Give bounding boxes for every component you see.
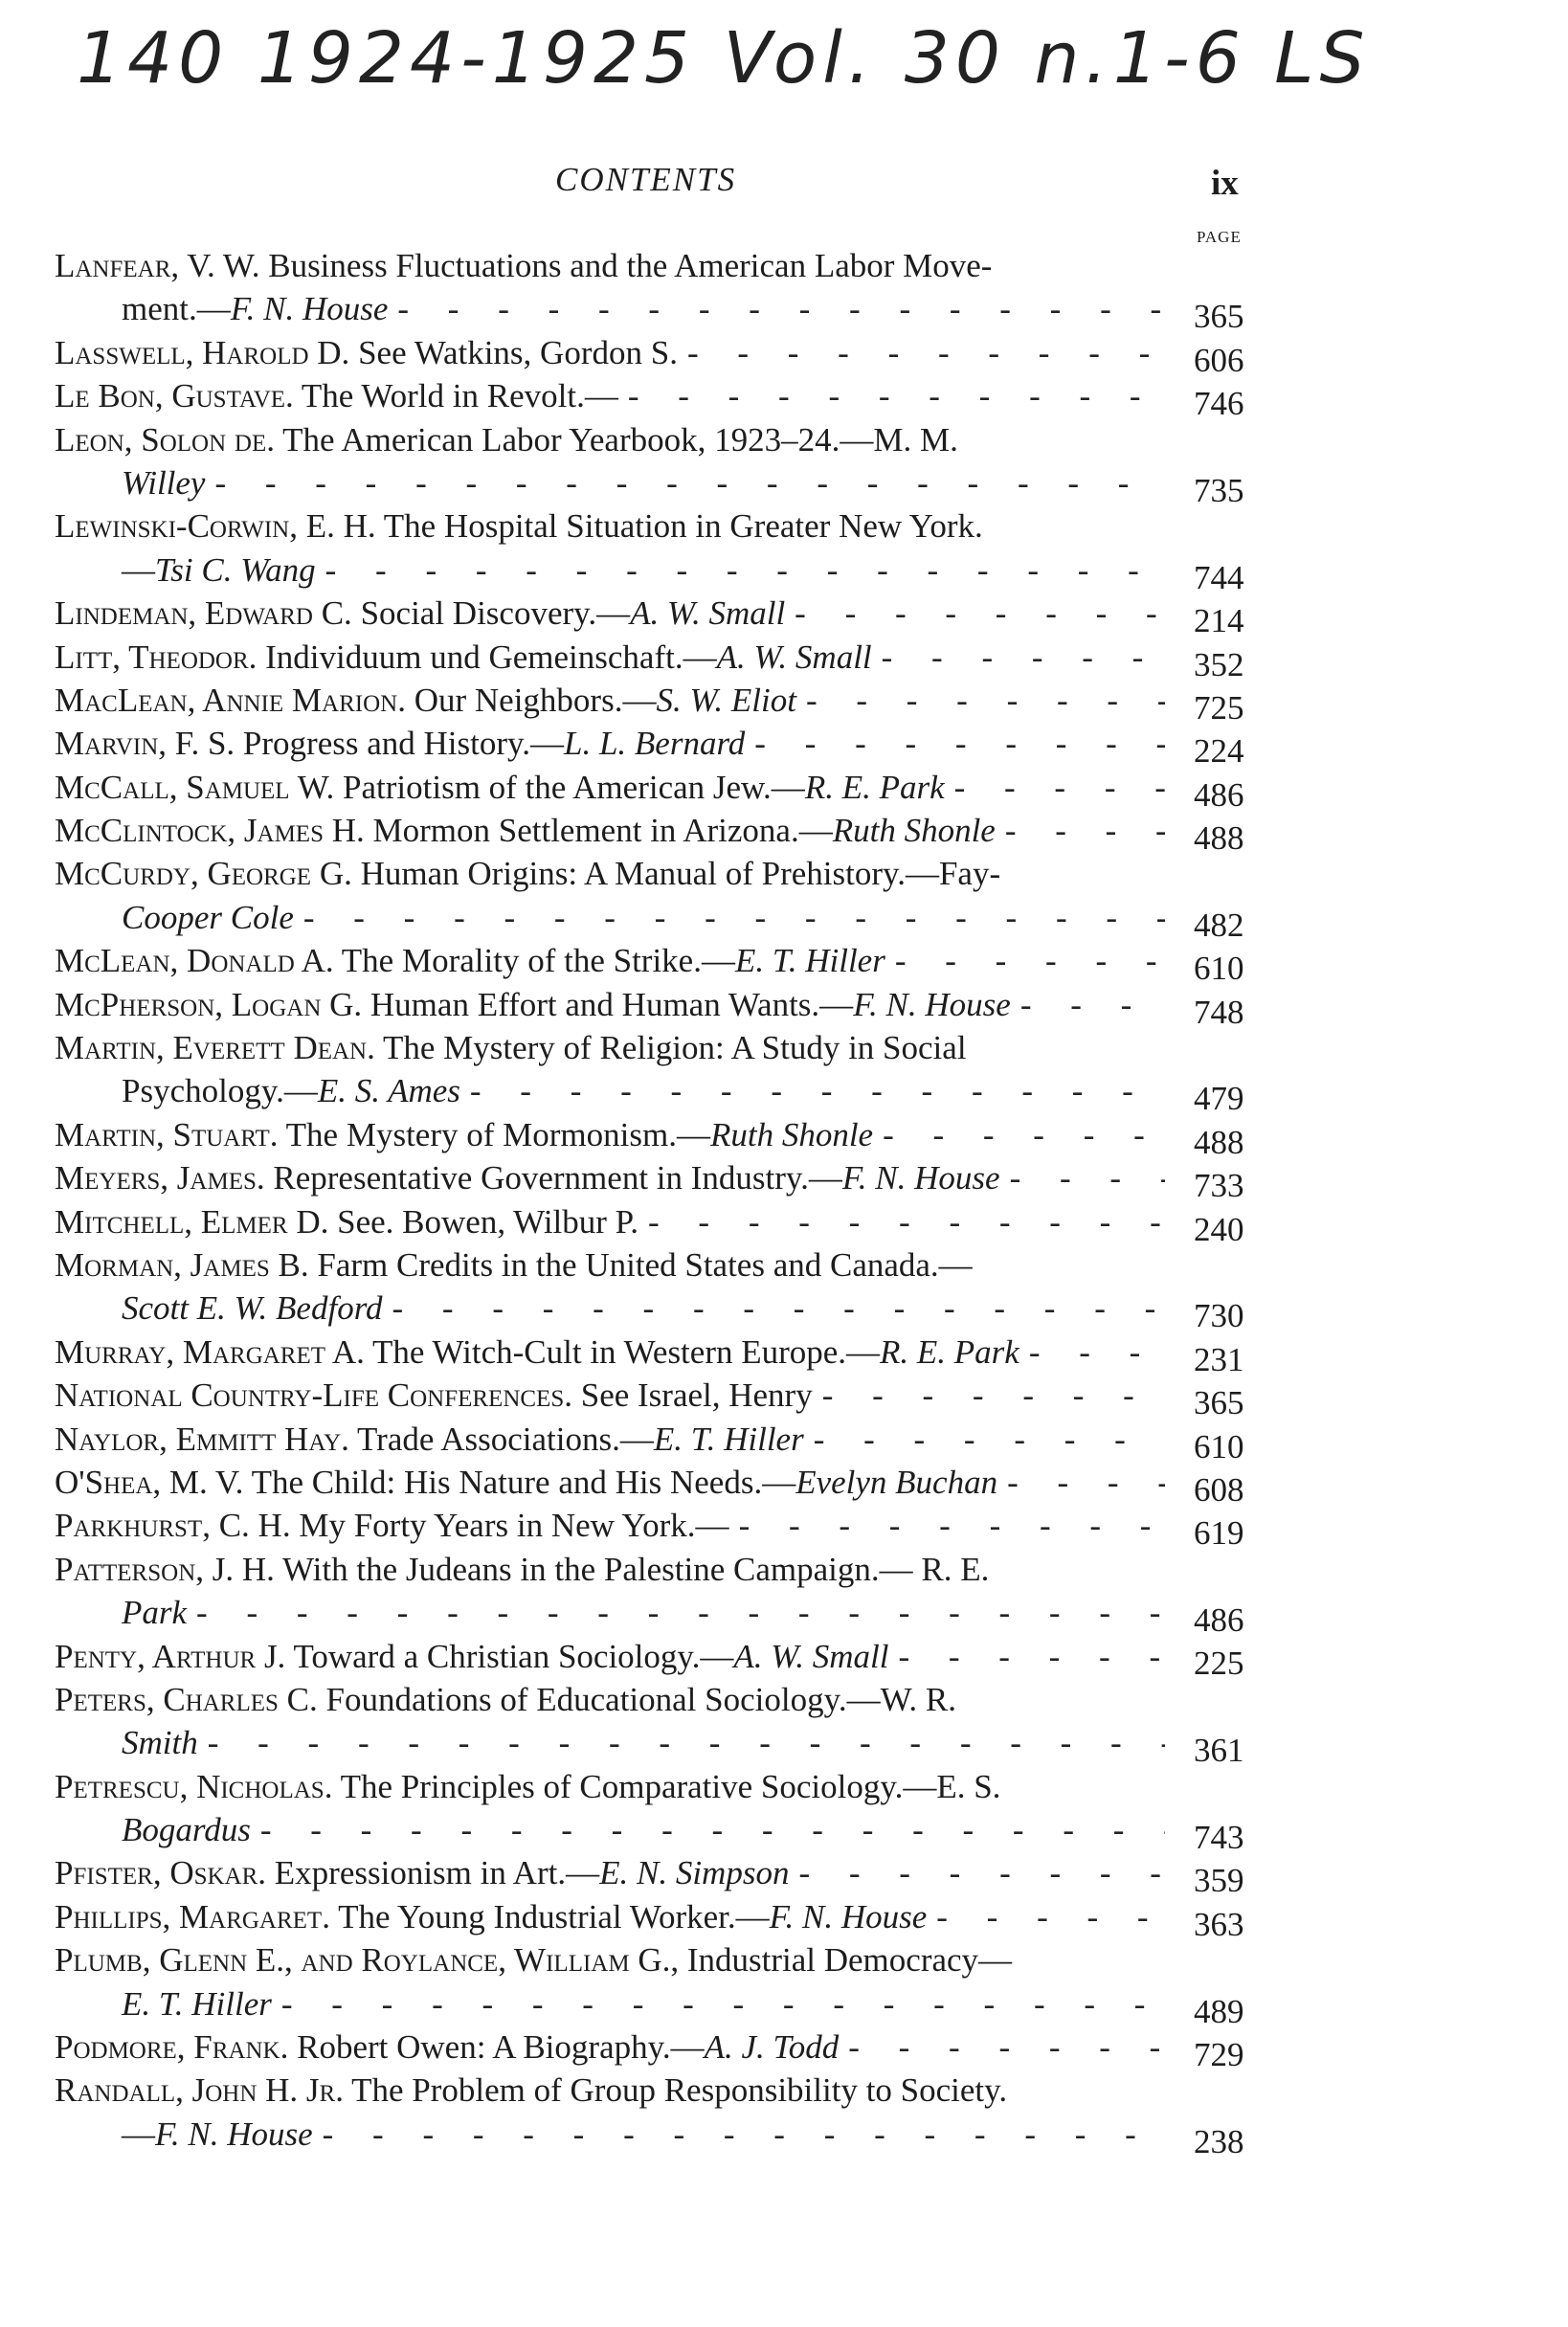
entry-line: [55, 1678, 1165, 1721]
entry-title: Farm Credits in the United States and Canada.—: [317, 1245, 973, 1284]
entry-page-number: 725: [1194, 688, 1244, 727]
entry-line: [55, 679, 1244, 727]
entry-title: See Israel, Henry: [580, 1376, 813, 1415]
entry-line: [55, 1721, 1244, 1770]
entry-author: Naylor, Emmitt Hay.: [55, 1420, 349, 1458]
entry-title: Human Origins: A Manual of Prehistory.—Fay-: [360, 855, 1001, 893]
entry-title: Our Neighbors.—: [414, 681, 657, 719]
entry-title: Patriotism of the American Jew.—: [343, 768, 805, 806]
entry-text: [55, 1504, 729, 1547]
page-column-label: PAGE: [1197, 228, 1242, 246]
entry-page-number: 610: [1194, 1427, 1244, 1466]
page-header: [0, 161, 1568, 209]
entry-page-number: 735: [1194, 471, 1244, 509]
entry-text: [55, 1331, 1019, 1374]
entry-page-number: 488: [1194, 1123, 1244, 1161]
entry-page-number: 363: [1194, 1905, 1244, 1943]
contents-entry: [55, 331, 1261, 379]
contents-entry: [55, 809, 1261, 858]
entry-reviewer: A. W. Small: [716, 638, 872, 676]
entry-line: [55, 504, 1165, 548]
entry-line: [55, 1982, 1244, 2030]
entry-line: [55, 722, 1244, 771]
entry-page-number: 482: [1194, 906, 1244, 944]
entry-line: [55, 2025, 1244, 2073]
entry-title: The Morality of the Strike.—: [341, 942, 735, 980]
entry-text: [55, 1895, 927, 1938]
entry-text: [55, 1374, 813, 1417]
entry-author: McCall, Samuel W.: [55, 768, 335, 806]
entry-page-number: 214: [1194, 602, 1244, 640]
entry-reviewer: F. N. House: [230, 290, 389, 328]
contents-entry: [55, 1026, 1261, 1118]
entry-reviewer: A. W. Small: [733, 1637, 889, 1675]
entry-page-number: 352: [1194, 645, 1244, 683]
contents-entry: [55, 1548, 1261, 1640]
entry-author: McClintock, James H.: [55, 812, 365, 850]
entry-line: [55, 1504, 1244, 1553]
entry-line: [55, 2113, 1244, 2160]
entry-line: [55, 1026, 1165, 1069]
entry-text: [122, 548, 316, 592]
entry-page-number: 743: [1194, 1819, 1244, 1857]
page-number-roman: ix: [1211, 164, 1239, 203]
entry-title: Robert Owen: A Biography.—: [297, 2028, 705, 2067]
dot-leaders: [1020, 983, 1165, 1026]
entry-line: [55, 287, 1244, 336]
entry-line: [55, 1113, 1244, 1161]
entry-page-number: 224: [1194, 732, 1244, 771]
entry-text: [122, 1982, 272, 2025]
entry-author: Petrescu, Nicholas.: [55, 1767, 333, 1805]
entry-title: Human Effort and Human Wants.—: [370, 985, 854, 1023]
entry-text: [122, 2113, 313, 2156]
entry-text: [55, 679, 796, 722]
dot-leaders: [214, 461, 1165, 504]
dot-leaders: [936, 1895, 1165, 1938]
entry-page-number: 486: [1194, 775, 1244, 814]
entry-text: [55, 374, 618, 417]
entry-text: [55, 939, 885, 982]
contents-entry: [55, 2025, 1261, 2073]
entry-title: The Mystery of Mormonism.—: [285, 1115, 710, 1153]
entry-text: [55, 2025, 839, 2069]
entry-page-number: 486: [1194, 1601, 1244, 1640]
entry-reviewer: Smith: [122, 1724, 198, 1762]
entry-text: [55, 1635, 888, 1678]
entry-text: [55, 1548, 989, 1591]
entry-title: The Child: His Nature and His Needs.—: [251, 1463, 796, 1501]
entry-line: [55, 592, 1244, 640]
contents-entry: [55, 1156, 1261, 1205]
entry-reviewer: E. T. Hiller: [734, 942, 885, 980]
entry-reviewer: S. W. Eliot: [656, 681, 796, 719]
entry-page-number: 730: [1194, 1297, 1244, 1335]
entry-author: Morman, James B.: [55, 1245, 309, 1284]
entry-reviewer: A. W. Small: [630, 594, 786, 633]
entry-title: Progress and History.—: [242, 725, 564, 763]
entry-page-number: 365: [1194, 298, 1244, 336]
entry-text: [55, 2069, 1007, 2112]
entry-line: [55, 1895, 1244, 1943]
contents-entry: [55, 939, 1261, 988]
entry-title: Psychology.—: [122, 1072, 318, 1110]
entry-title: My Forty Years in New York.—: [299, 1507, 729, 1545]
entry-author: McCurdy, George G.: [55, 855, 352, 893]
entry-page-number: 606: [1194, 341, 1244, 379]
entry-text: [55, 1461, 997, 1504]
dot-leaders: [648, 1200, 1165, 1243]
entry-title: See Watkins, Gordon S.: [358, 333, 678, 371]
entry-line: [55, 331, 1244, 379]
entry-line: [55, 244, 1165, 287]
entry-page-number: 610: [1194, 950, 1244, 988]
entry-author: Podmore, Frank.: [55, 2028, 289, 2067]
entry-reviewer: F. N. House: [853, 985, 1011, 1023]
entry-text: [122, 1591, 187, 1634]
entry-author: Penty, Arthur J.: [55, 1637, 286, 1675]
entry-title: Foundations of Educational Sociology.—W. R.: [325, 1680, 957, 1718]
entry-author: Litt, Theodor.: [55, 638, 258, 676]
entry-page-number: 359: [1194, 1862, 1244, 1900]
entry-reviewer: Cooper Cole: [122, 898, 294, 936]
contents-entry: [55, 504, 1261, 596]
entry-author: Peters, Charles C.: [55, 1680, 318, 1718]
dot-leaders: [883, 1113, 1165, 1156]
entry-page-number: 225: [1194, 1645, 1244, 1683]
dot-leaders: [260, 1808, 1165, 1851]
contents-entry: [55, 1765, 1261, 1857]
entry-title: —: [122, 2114, 155, 2153]
dot-leaders: [281, 1982, 1165, 2025]
entry-reviewer: R. E. Park: [804, 768, 945, 806]
contents-entry: [55, 1374, 1261, 1422]
dot-leaders: [814, 1418, 1165, 1461]
entry-text: [122, 1808, 251, 1851]
entry-line: [55, 939, 1244, 988]
entry-line: [55, 374, 1244, 423]
contents-entry: [55, 1200, 1261, 1248]
contents-entry: [55, 1895, 1261, 1943]
entry-author: Marvin, F. S.: [55, 725, 235, 763]
dot-leaders: [392, 1287, 1165, 1330]
entry-line: [55, 1851, 1244, 1900]
handwritten-catalog-note: 140 1924-1925 Vol. 30 n.1-6 LS: [77, 17, 1371, 100]
entry-text: [55, 1851, 789, 1894]
entry-text: [55, 1200, 638, 1243]
dot-leaders: [1010, 1156, 1165, 1199]
entry-line: [55, 2069, 1165, 2112]
entry-author: Pfister, Oskar.: [55, 1854, 267, 1892]
entry-text: [55, 1156, 1000, 1199]
entry-text: [122, 1721, 198, 1764]
dot-leaders: [798, 1851, 1165, 1894]
entry-text: [55, 1243, 973, 1287]
contents-entry: [55, 1243, 1261, 1335]
entry-page-number: 361: [1194, 1732, 1244, 1770]
entry-author: Lasswell, Harold D.: [55, 333, 350, 371]
dot-leaders: [325, 548, 1165, 592]
entry-title: The Hospital Situation in Greater New York.: [383, 507, 983, 546]
dot-leaders: [954, 766, 1165, 809]
contents-entry: [55, 1331, 1261, 1378]
entry-author: MacLean, Annie Marion.: [55, 681, 406, 719]
entry-line: [55, 1374, 1244, 1422]
entry-reviewer: Bogardus: [122, 1811, 251, 1849]
entry-author: McLean, Donald A.: [55, 942, 334, 980]
entry-title: See. Bowen, Wilbur P.: [337, 1202, 639, 1241]
entry-page-number: 479: [1194, 1080, 1244, 1118]
entry-text: [55, 636, 872, 679]
entry-reviewer: F. N. House: [769, 1897, 928, 1935]
entry-text: [55, 809, 996, 852]
entry-author: Lewinski-Corwin, E. H.: [55, 507, 376, 546]
dot-leaders: [196, 1591, 1165, 1634]
entry-author: Lanfear, V. W.: [55, 247, 260, 284]
entry-reviewer: Willey: [122, 463, 206, 502]
entry-title: The Young Industrial Worker.—: [338, 1897, 770, 1935]
entry-title: The Principles of Comparative Sociology.—E. S.: [340, 1767, 1001, 1805]
contents-list: [55, 244, 1261, 2160]
entry-author: National Country-Life Conferences.: [55, 1376, 572, 1415]
entry-line: [55, 461, 1244, 509]
dot-leaders: [470, 1069, 1165, 1112]
contents-entry: [55, 679, 1261, 727]
entry-author: Meyers, James.: [55, 1159, 265, 1197]
contents-entry: [55, 374, 1261, 423]
dot-leaders: [848, 2025, 1165, 2069]
entry-title: The American Labor Yearbook, 1923–24.—M. M.: [282, 420, 958, 459]
entry-text: [55, 1026, 967, 1069]
entry-text: [55, 852, 1000, 895]
entry-line: [55, 1938, 1165, 1981]
entry-text: [55, 244, 992, 287]
entry-title: —: [122, 550, 155, 589]
entry-text: [55, 1765, 1000, 1808]
entry-text: [55, 1418, 804, 1461]
contents-entry: [55, 722, 1261, 771]
entry-line: [55, 1243, 1165, 1287]
entry-title: Business Fluctuations and the American Labor Move-: [268, 247, 993, 284]
contents-entry: [55, 1938, 1261, 2030]
entry-line: [55, 896, 1244, 944]
entry-title: Trade Associations.—: [357, 1420, 654, 1458]
entry-text: [55, 766, 945, 809]
entry-reviewer: Evelyn Buchan: [795, 1463, 998, 1501]
entry-text: [55, 983, 1011, 1026]
entry-reviewer: A. J. Todd: [704, 2028, 840, 2067]
entry-line: [55, 1200, 1244, 1248]
entry-line: [55, 1591, 1244, 1640]
contents-entry: [55, 1635, 1261, 1683]
contents-entry: [55, 766, 1261, 814]
entry-text: [55, 331, 678, 374]
entry-author: Lindeman, Edward C.: [55, 594, 352, 633]
entry-reviewer: E. T. Hiller: [122, 1984, 272, 2023]
entry-line: [55, 983, 1244, 1031]
entry-line: [55, 418, 1165, 461]
entry-line: [55, 1765, 1165, 1808]
entry-text: [122, 287, 388, 330]
entry-page-number: 729: [1194, 2036, 1244, 2073]
contents-entry: [55, 1113, 1261, 1161]
entry-page-number: 746: [1194, 385, 1244, 423]
entry-title: Representative Government in Industry.—: [273, 1159, 842, 1197]
entry-title: Expressionism in Art.—: [274, 1854, 600, 1892]
dot-leaders: [1007, 1461, 1165, 1504]
entry-page-number: 619: [1194, 1514, 1244, 1553]
entry-author: Murray, Margaret A.: [55, 1332, 365, 1371]
entry-text: [55, 722, 745, 765]
entry-reviewer: E. N. Simpson: [599, 1854, 790, 1892]
entry-line: [55, 766, 1244, 814]
entry-author: McPherson, Logan G.: [55, 985, 363, 1023]
entry-line: [55, 1418, 1244, 1466]
entry-page-number: 733: [1194, 1167, 1244, 1205]
entry-author: Martin, Everett Dean.: [55, 1029, 375, 1067]
dot-leaders: [754, 722, 1165, 765]
entry-reviewer: Tsi C. Wang: [155, 550, 316, 589]
entry-page-number: 489: [1194, 1992, 1244, 2030]
entry-line: [55, 1069, 1244, 1118]
entry-page-number: 608: [1194, 1470, 1244, 1509]
entry-reviewer: Park: [122, 1594, 188, 1632]
entry-text: [55, 1113, 873, 1156]
contents-title: CONTENTS: [555, 161, 737, 198]
entry-reviewer: E. S. Ames: [317, 1072, 460, 1110]
entry-line: [55, 1635, 1244, 1683]
entry-text: [122, 461, 205, 504]
dot-leaders: [208, 1721, 1165, 1764]
entry-title: Mormon Settlement in Arizona.—: [372, 812, 833, 850]
entry-text: [55, 1678, 956, 1721]
entry-title: Toward a Christian Sociology.—: [293, 1637, 734, 1675]
dot-leaders: [806, 679, 1165, 722]
contents-entry: [55, 592, 1261, 640]
entry-title: Social Discovery.—: [360, 594, 631, 633]
entry-line: [55, 1331, 1244, 1378]
entry-page-number: 240: [1194, 1210, 1244, 1248]
entry-title: With the Judeans in the Palestine Campaign.— R. E.: [282, 1550, 990, 1588]
entry-author: Phillips, Margaret.: [55, 1897, 330, 1935]
entry-title: Industrial Democracy—: [686, 1941, 1013, 1980]
entry-author: Le Bon, Gustave.: [55, 377, 294, 415]
entry-line: [55, 852, 1165, 895]
entry-page-number: 231: [1194, 1340, 1244, 1378]
entry-page-number: 238: [1194, 2122, 1244, 2160]
entry-reviewer: Ruth Shonle: [709, 1115, 874, 1153]
entry-reviewer: E. T. Hiller: [653, 1420, 804, 1458]
dot-leaders: [303, 896, 1165, 939]
entry-line: [55, 1548, 1165, 1591]
entry-reviewer: F. N. House: [155, 2114, 313, 2153]
entry-text: [55, 418, 958, 461]
entry-page-number: 744: [1194, 558, 1244, 596]
contents-entry: [55, 1418, 1261, 1466]
contents-entry: [55, 1504, 1261, 1553]
entry-title: Individuum und Gemeinschaft.—: [265, 638, 717, 676]
entry-author: Martin, Stuart.: [55, 1115, 279, 1153]
dot-leaders: [687, 331, 1165, 374]
entry-line: [55, 1461, 1244, 1509]
entry-author: Parkhurst, C. H.: [55, 1507, 291, 1545]
entry-title: The Witch-Cult in Western Europe.—: [371, 1332, 881, 1371]
entry-text: [55, 1938, 1012, 1981]
entry-reviewer: R. E. Park: [880, 1332, 1019, 1371]
contents-entry: [55, 636, 1261, 683]
contents-entry: [55, 418, 1261, 509]
dot-leaders: [895, 939, 1165, 982]
entry-title: ment.—: [122, 290, 231, 328]
entry-line: [55, 1156, 1244, 1205]
entry-author: Plumb, Glenn E., and Roylance, William G.,: [55, 1941, 680, 1980]
entry-reviewer: F. N. House: [841, 1159, 1000, 1197]
dot-leaders: [795, 592, 1165, 635]
entry-line: [55, 1808, 1244, 1857]
entry-text: [122, 1287, 383, 1330]
dot-leaders: [323, 2113, 1165, 2156]
contents-entry: [55, 852, 1261, 944]
entry-author: Randall, John H. Jr.: [55, 2071, 344, 2110]
contents-entry: [55, 2069, 1261, 2160]
entry-text: [55, 504, 983, 548]
entry-title: The World in Revolt.—: [301, 377, 618, 415]
entry-page-number: 488: [1194, 819, 1244, 858]
entry-page-number: 365: [1194, 1384, 1244, 1422]
entry-title: The Problem of Group Responsibility to Society.: [351, 2071, 1008, 2110]
dot-leaders: [397, 287, 1165, 330]
contents-entry: [55, 1461, 1261, 1509]
entry-author: Leon, Solon de.: [55, 420, 275, 459]
contents-entry: [55, 244, 1261, 336]
entry-line: [55, 636, 1244, 683]
dot-leaders: [628, 374, 1165, 417]
entry-line: [55, 809, 1244, 858]
entry-text: [122, 1069, 460, 1112]
contents-entry: [55, 1851, 1261, 1900]
entry-author: Patterson, J. H.: [55, 1550, 275, 1588]
dot-leaders: [898, 1635, 1165, 1678]
entry-reviewer: Scott E. W. Bedford: [122, 1289, 383, 1328]
entry-reviewer: L. L. Bernard: [564, 725, 746, 763]
entry-text: [122, 896, 294, 939]
dot-leaders: [822, 1374, 1165, 1417]
dot-leaders: [739, 1504, 1165, 1547]
entry-title: The Mystery of Religion: A Study in Social: [382, 1029, 967, 1067]
contents-entry: [55, 983, 1261, 1031]
entry-page-number: 748: [1194, 993, 1244, 1031]
contents-entry: [55, 1678, 1261, 1770]
entry-line: [55, 548, 1244, 596]
entry-text: [55, 592, 785, 635]
dot-leaders: [1029, 1331, 1165, 1374]
dot-leaders: [882, 636, 1165, 679]
entry-author: O'Shea, M. V.: [55, 1463, 244, 1501]
entry-reviewer: Ruth Shonle: [832, 812, 996, 850]
dot-leaders: [1005, 809, 1165, 852]
entry-author: Mitchell, Elmer D.: [55, 1202, 329, 1241]
entry-line: [55, 1287, 1244, 1335]
